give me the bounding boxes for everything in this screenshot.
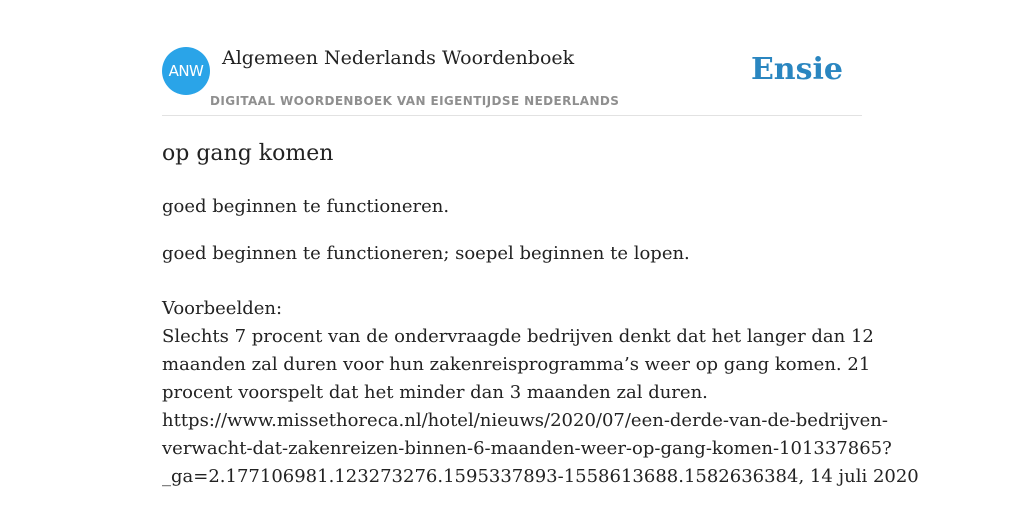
site-subtitle: DIGITAAL WOORDENBOEK VAN EIGENTIJDSE NEDERLANDS bbox=[210, 94, 620, 108]
example-source-line: verwacht-dat-zakenreizen-binnen-6-maanden-weer-op-gang-komen-101337865? bbox=[162, 438, 892, 459]
anw-logo bbox=[162, 47, 210, 95]
example-line: procent voorspelt dat het minder dan 3 maanden zal duren. bbox=[162, 382, 708, 403]
examples-label: Voorbeelden: bbox=[162, 298, 283, 319]
site-title: Algemeen Nederlands Woordenboek bbox=[222, 47, 575, 69]
logo-text: ANW bbox=[168, 62, 204, 80]
short-definition: goed beginnen te functioneren. bbox=[162, 196, 450, 217]
headword: op gang komen bbox=[162, 141, 334, 166]
example-source-line: https://www.missethoreca.nl/hotel/nieuws/2020/07/een-derde-van-de-bedrijven- bbox=[162, 410, 888, 431]
ensie-brand: Ensie bbox=[750, 52, 843, 87]
header-divider bbox=[162, 115, 862, 116]
long-definition: goed beginnen te functioneren; soepel beginnen te lopen. bbox=[162, 243, 690, 264]
example-line: maanden zal duren voor hun zakenreisprogramma’s weer op gang komen. 21 bbox=[162, 354, 871, 375]
example-line: Slechts 7 procent van de ondervraagde bedrijven denkt dat het langer dan 12 bbox=[162, 326, 874, 347]
examples-block bbox=[162, 295, 919, 491]
example-source-line: _ga=2.177106981.123273276.1595337893-1558613688.1582636384, 14 juli 2020 bbox=[162, 466, 919, 487]
